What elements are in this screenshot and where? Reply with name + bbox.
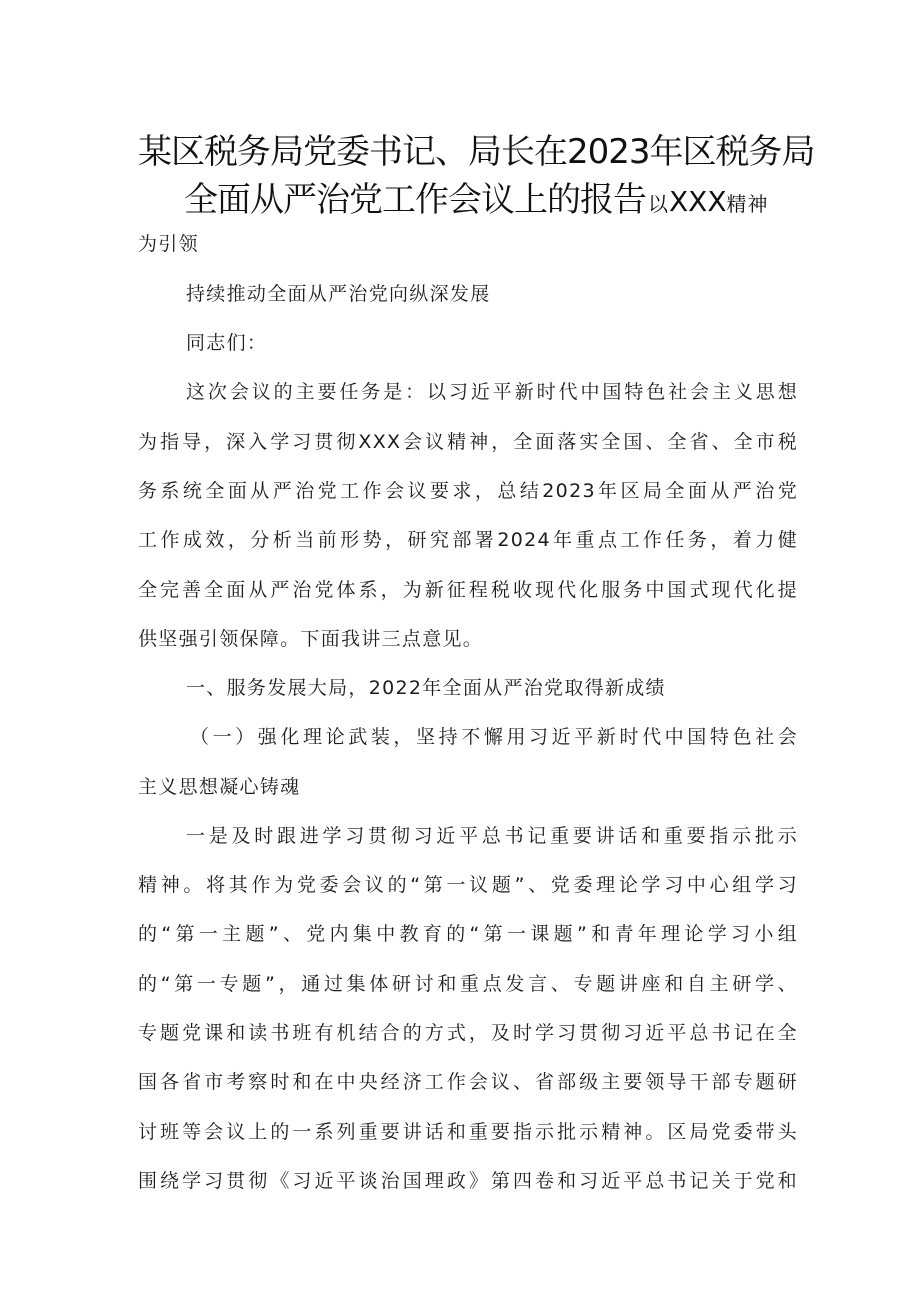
title-tail-latin: XXX xyxy=(669,185,727,218)
paragraph-line: 国各省市考察时和在中央经济工作会议、省部级主要领导干部专题研 xyxy=(138,1071,798,1093)
paragraph-line: 精神。将其作为党委会议的“第一议题”、党委理论学习中心组学习 xyxy=(138,874,798,896)
title-tail xyxy=(648,185,769,218)
paragraph-line: 的“第一主题”、党内集中教育的“第一课题”和青年理论学习小组 xyxy=(138,923,798,945)
salutation: 同志们： xyxy=(186,332,268,354)
section-heading: 一、服务发展大局，2022年全面从严治党取得新成绩 xyxy=(186,677,666,699)
document-title-line-2 xyxy=(184,172,769,221)
document-title-line-1 xyxy=(138,124,815,173)
title-tail-prefix: 以 xyxy=(648,192,669,216)
title-text: 某区税务局党委书记、局长在2023年区税务局 xyxy=(138,132,815,172)
paragraph-line: 专题党课和读书班有机结合的方式，及时学习贯彻习近平总书记在全 xyxy=(138,1022,798,1044)
subsection-heading-continued: 主义思想凝心铸魂 xyxy=(138,776,301,798)
paragraph-line: 工作成效，分析当前形势，研究部署2024年重点工作任务，着力健 xyxy=(138,529,798,551)
title-text: 全面从严治党工作会议上的报告 xyxy=(184,180,646,220)
paragraph-line: 的“第一专题”，通过集体研讨和重点发言、专题讲座和自主研学、 xyxy=(138,973,798,995)
paragraph-line: 讨班等会议上的一系列重要讲话和重要指示批示精神。区局党委带头 xyxy=(138,1121,798,1143)
paragraph-line: 务系统全面从严治党工作会议要求，总结2023年区局全面从严治党 xyxy=(138,480,798,502)
paragraph-line: 为指导，深入学习贯彻XXX会议精神，全面落实全国、全省、全市税 xyxy=(138,431,798,453)
paragraph-line: 供坚强引领保障。下面我讲三点意见。 xyxy=(138,628,484,650)
subtitle-line-2: 持续推动全面从严治党向纵深发展 xyxy=(186,283,491,305)
paragraph-line: 这次会议的主要任务是：以习近平新时代中国特色社会主义思想 xyxy=(186,381,798,403)
subsection-heading: （一）强化理论武装，坚持不懈用习近平新时代中国特色社会 xyxy=(190,726,798,748)
paragraph-line: 围绕学习贯彻《习近平谈治国理政》第四卷和习近平总书记关于党和 xyxy=(138,1170,798,1192)
subtitle-line-1: 为引领 xyxy=(138,233,199,255)
paragraph-line: 一是及时跟进学习贯彻习近平总书记重要讲话和重要指示批示 xyxy=(186,825,798,847)
paragraph-line: 全完善全面从严治党体系，为新征程税收现代化服务中国式现代化提 xyxy=(138,579,798,601)
title-tail-suffix: 精神 xyxy=(726,192,769,216)
